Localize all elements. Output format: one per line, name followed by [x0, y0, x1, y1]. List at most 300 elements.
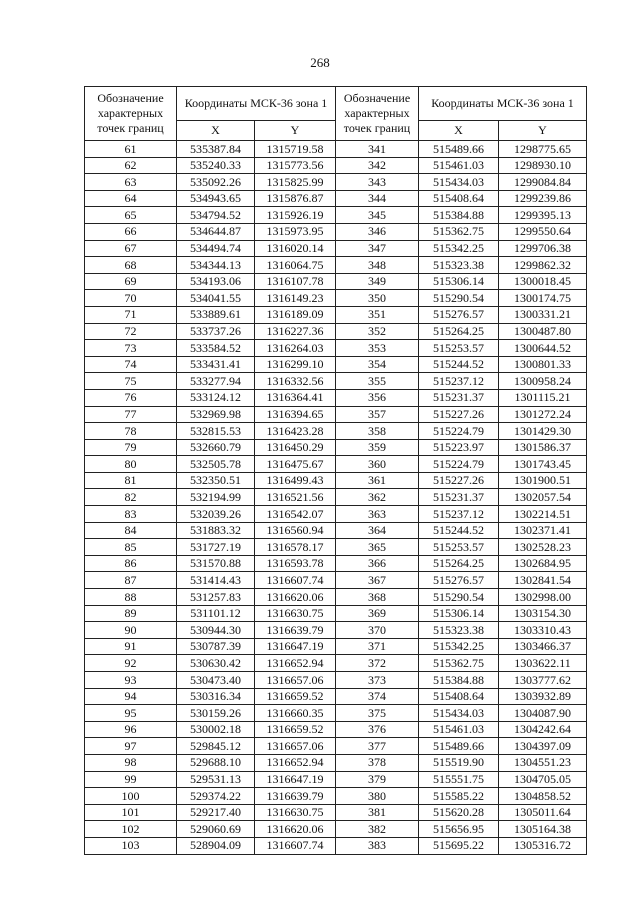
y-coord-right: 1305164.38: [499, 821, 587, 838]
point-id-right: 381: [336, 804, 419, 821]
x-coord-right: 515461.03: [419, 157, 499, 174]
x-coord-right: 515489.66: [419, 738, 499, 755]
y-coord-right: 1299862.32: [499, 257, 587, 274]
y-coord-left: 1315973.95: [255, 223, 336, 240]
y-coord-right: 1303466.37: [499, 638, 587, 655]
x-coord-right: 515253.57: [419, 539, 499, 556]
x-coord-left: 531883.32: [177, 522, 255, 539]
y-coord-right: 1299395.13: [499, 207, 587, 224]
x-coord-left: 530159.26: [177, 705, 255, 722]
x-coord-right: 515306.14: [419, 605, 499, 622]
point-id-right: 363: [336, 506, 419, 523]
x-coord-right: 515276.57: [419, 572, 499, 589]
point-id-left: 97: [85, 738, 177, 755]
y-coord-left: 1316659.52: [255, 688, 336, 705]
table-row: [85, 589, 587, 606]
header-designation-left: Обозначение характерных точек границ: [85, 87, 177, 141]
table-row: [85, 240, 587, 257]
point-id-right: 355: [336, 373, 419, 390]
point-id-right: 373: [336, 672, 419, 689]
point-id-left: 76: [85, 389, 177, 406]
table-row: [85, 456, 587, 473]
y-coord-left: 1316659.52: [255, 721, 336, 738]
table-row: [85, 423, 587, 440]
point-id-left: 81: [85, 472, 177, 489]
x-coord-right: 515323.38: [419, 257, 499, 274]
x-coord-left: 533124.12: [177, 389, 255, 406]
point-id-right: 358: [336, 423, 419, 440]
x-coord-left: 531101.12: [177, 605, 255, 622]
y-coord-left: 1316639.79: [255, 622, 336, 639]
point-id-left: 86: [85, 555, 177, 572]
y-coord-right: 1305011.64: [499, 804, 587, 821]
point-id-left: 77: [85, 406, 177, 423]
point-id-right: 346: [336, 223, 419, 240]
table-row: [85, 157, 587, 174]
point-id-left: 98: [85, 754, 177, 771]
y-coord-right: 1302841.54: [499, 572, 587, 589]
x-coord-right: 515362.75: [419, 223, 499, 240]
table-row: [85, 721, 587, 738]
point-id-left: 100: [85, 788, 177, 805]
point-id-left: 79: [85, 439, 177, 456]
x-coord-right: 515342.25: [419, 240, 499, 257]
table-row: [85, 804, 587, 821]
table-row: [85, 655, 587, 672]
x-coord-left: 531257.83: [177, 589, 255, 606]
point-id-right: 362: [336, 489, 419, 506]
x-coord-left: 530473.40: [177, 672, 255, 689]
x-coord-right: 515551.75: [419, 771, 499, 788]
x-coord-left: 531570.88: [177, 555, 255, 572]
x-coord-right: 515290.54: [419, 290, 499, 307]
y-coord-left: 1316064.75: [255, 257, 336, 274]
y-coord-right: 1300487.80: [499, 323, 587, 340]
y-coord-left: 1316521.56: [255, 489, 336, 506]
x-coord-left: 533277.94: [177, 373, 255, 390]
y-coord-left: 1316020.14: [255, 240, 336, 257]
table-row: [85, 472, 587, 489]
point-id-right: 343: [336, 174, 419, 191]
x-coord-left: 529845.12: [177, 738, 255, 755]
table-row: [85, 389, 587, 406]
y-coord-left: 1315876.87: [255, 190, 336, 207]
point-id-right: 374: [336, 688, 419, 705]
y-coord-left: 1315719.58: [255, 141, 336, 158]
y-coord-left: 1316639.79: [255, 788, 336, 805]
y-coord-left: 1316542.07: [255, 506, 336, 523]
y-coord-left: 1316630.75: [255, 605, 336, 622]
x-coord-left: 529060.69: [177, 821, 255, 838]
point-id-left: 83: [85, 506, 177, 523]
y-coord-left: 1316475.67: [255, 456, 336, 473]
x-coord-left: 532350.51: [177, 472, 255, 489]
point-id-right: 376: [336, 721, 419, 738]
y-coord-right: 1300801.33: [499, 356, 587, 373]
point-id-left: 72: [85, 323, 177, 340]
point-id-right: 375: [336, 705, 419, 722]
y-coord-right: 1304397.09: [499, 738, 587, 755]
y-coord-right: 1301743.45: [499, 456, 587, 473]
point-id-right: 371: [336, 638, 419, 655]
x-coord-right: 515384.88: [419, 672, 499, 689]
header-coords-right: Координаты МСК-36 зона 1: [419, 87, 587, 121]
point-id-left: 73: [85, 340, 177, 357]
x-coord-right: 515264.25: [419, 323, 499, 340]
point-id-left: 103: [85, 837, 177, 854]
x-coord-right: 515224.79: [419, 456, 499, 473]
point-id-right: 353: [336, 340, 419, 357]
point-id-left: 66: [85, 223, 177, 240]
table-row: [85, 555, 587, 572]
point-id-right: 379: [336, 771, 419, 788]
point-id-right: 352: [336, 323, 419, 340]
point-id-left: 93: [85, 672, 177, 689]
x-coord-left: 534644.87: [177, 223, 255, 240]
table-row: [85, 622, 587, 639]
x-coord-right: 515223.97: [419, 439, 499, 456]
y-coord-right: 1303932.89: [499, 688, 587, 705]
point-id-left: 69: [85, 273, 177, 290]
header-y-left: Y: [255, 121, 336, 141]
x-coord-left: 534794.52: [177, 207, 255, 224]
point-id-left: 64: [85, 190, 177, 207]
point-id-right: 383: [336, 837, 419, 854]
table-row: [85, 821, 587, 838]
table-row: [85, 705, 587, 722]
y-coord-right: 1302371.41: [499, 522, 587, 539]
y-coord-left: 1316423.28: [255, 423, 336, 440]
x-coord-right: 515620.28: [419, 804, 499, 821]
y-coord-left: 1316660.35: [255, 705, 336, 722]
x-coord-left: 535092.26: [177, 174, 255, 191]
table-row: [85, 572, 587, 589]
table-row: [85, 738, 587, 755]
table-row: [85, 506, 587, 523]
y-coord-right: 1299706.38: [499, 240, 587, 257]
y-coord-left: 1316607.74: [255, 572, 336, 589]
table-row: [85, 306, 587, 323]
point-id-right: 378: [336, 754, 419, 771]
y-coord-right: 1299239.86: [499, 190, 587, 207]
point-id-right: 344: [336, 190, 419, 207]
x-coord-left: 534344.13: [177, 257, 255, 274]
point-id-right: 366: [336, 555, 419, 572]
x-coord-left: 529531.13: [177, 771, 255, 788]
header-x-right: X: [419, 121, 499, 141]
x-coord-right: 515227.26: [419, 472, 499, 489]
table-row: [85, 539, 587, 556]
y-coord-left: 1315926.19: [255, 207, 336, 224]
y-coord-right: 1304858.52: [499, 788, 587, 805]
point-id-right: 359: [336, 439, 419, 456]
y-coord-right: 1300018.45: [499, 273, 587, 290]
y-coord-left: 1316657.06: [255, 738, 336, 755]
x-coord-right: 515244.52: [419, 356, 499, 373]
table-row: [85, 688, 587, 705]
point-id-left: 70: [85, 290, 177, 307]
point-id-right: 364: [336, 522, 419, 539]
y-coord-right: 1305316.72: [499, 837, 587, 854]
x-coord-right: 515408.64: [419, 688, 499, 705]
point-id-left: 96: [85, 721, 177, 738]
y-coord-right: 1300644.52: [499, 340, 587, 357]
table-row: [85, 141, 587, 158]
x-coord-left: 532039.26: [177, 506, 255, 523]
y-coord-right: 1301429.30: [499, 423, 587, 440]
y-coord-right: 1304705.05: [499, 771, 587, 788]
point-id-right: 380: [336, 788, 419, 805]
x-coord-right: 515227.26: [419, 406, 499, 423]
table-body: [85, 141, 587, 855]
y-coord-right: 1298930.10: [499, 157, 587, 174]
point-id-right: 347: [336, 240, 419, 257]
y-coord-right: 1302684.95: [499, 555, 587, 572]
point-id-left: 89: [85, 605, 177, 622]
point-id-right: 368: [336, 589, 419, 606]
table-row: [85, 672, 587, 689]
y-coord-right: 1301900.51: [499, 472, 587, 489]
x-coord-left: 533889.61: [177, 306, 255, 323]
y-coord-right: 1303154.30: [499, 605, 587, 622]
header-y-right: Y: [499, 121, 587, 141]
point-id-right: 377: [336, 738, 419, 755]
point-id-right: 369: [336, 605, 419, 622]
point-id-right: 345: [336, 207, 419, 224]
point-id-left: 78: [85, 423, 177, 440]
coordinates-table: [84, 86, 587, 855]
y-coord-left: 1316620.06: [255, 589, 336, 606]
x-coord-right: 515519.90: [419, 754, 499, 771]
x-coord-left: 532660.79: [177, 439, 255, 456]
point-id-left: 74: [85, 356, 177, 373]
x-coord-right: 515231.37: [419, 489, 499, 506]
x-coord-left: 531727.19: [177, 539, 255, 556]
y-coord-left: 1315773.56: [255, 157, 336, 174]
x-coord-left: 534041.55: [177, 290, 255, 307]
x-coord-right: 515342.25: [419, 638, 499, 655]
point-id-right: 354: [336, 356, 419, 373]
y-coord-left: 1316499.43: [255, 472, 336, 489]
x-coord-right: 515306.14: [419, 273, 499, 290]
x-coord-left: 532815.53: [177, 423, 255, 440]
x-coord-left: 529688.10: [177, 754, 255, 771]
table-row: [85, 373, 587, 390]
x-coord-left: 532505.78: [177, 456, 255, 473]
y-coord-right: 1301115.21: [499, 389, 587, 406]
point-id-left: 63: [85, 174, 177, 191]
table-row: [85, 754, 587, 771]
point-id-right: 356: [336, 389, 419, 406]
table-row: [85, 223, 587, 240]
y-coord-right: 1298775.65: [499, 141, 587, 158]
point-id-left: 87: [85, 572, 177, 589]
table-row: [85, 340, 587, 357]
y-coord-right: 1300958.24: [499, 373, 587, 390]
point-id-left: 90: [85, 622, 177, 639]
y-coord-right: 1302998.00: [499, 589, 587, 606]
point-id-left: 71: [85, 306, 177, 323]
y-coord-right: 1302057.54: [499, 489, 587, 506]
y-coord-right: 1299550.64: [499, 223, 587, 240]
y-coord-left: 1316299.10: [255, 356, 336, 373]
x-coord-left: 533584.52: [177, 340, 255, 357]
table-row: [85, 605, 587, 622]
point-id-left: 67: [85, 240, 177, 257]
x-coord-right: 515461.03: [419, 721, 499, 738]
x-coord-left: 530002.18: [177, 721, 255, 738]
y-coord-left: 1316227.36: [255, 323, 336, 340]
x-coord-right: 515434.03: [419, 174, 499, 191]
table-row: [85, 257, 587, 274]
y-coord-left: 1315825.99: [255, 174, 336, 191]
point-id-right: 367: [336, 572, 419, 589]
y-coord-right: 1301272.24: [499, 406, 587, 423]
y-coord-right: 1300331.21: [499, 306, 587, 323]
y-coord-left: 1316332.56: [255, 373, 336, 390]
y-coord-left: 1316652.94: [255, 754, 336, 771]
y-coord-right: 1303622.11: [499, 655, 587, 672]
point-id-right: 360: [336, 456, 419, 473]
table-row: [85, 207, 587, 224]
point-id-right: 351: [336, 306, 419, 323]
point-id-right: 341: [336, 141, 419, 158]
table-row: [85, 273, 587, 290]
y-coord-left: 1316578.17: [255, 539, 336, 556]
y-coord-left: 1316620.06: [255, 821, 336, 838]
point-id-right: 350: [336, 290, 419, 307]
table-row: [85, 356, 587, 373]
y-coord-left: 1316647.19: [255, 638, 336, 655]
point-id-left: 88: [85, 589, 177, 606]
y-coord-left: 1316657.06: [255, 672, 336, 689]
table-row: [85, 522, 587, 539]
x-coord-right: 515362.75: [419, 655, 499, 672]
x-coord-right: 515244.52: [419, 522, 499, 539]
point-id-left: 101: [85, 804, 177, 821]
x-coord-right: 515323.38: [419, 622, 499, 639]
point-id-left: 80: [85, 456, 177, 473]
point-id-left: 92: [85, 655, 177, 672]
x-coord-right: 515656.95: [419, 821, 499, 838]
point-id-left: 61: [85, 141, 177, 158]
x-coord-right: 515276.57: [419, 306, 499, 323]
y-coord-right: 1300174.75: [499, 290, 587, 307]
x-coord-right: 515408.64: [419, 190, 499, 207]
x-coord-left: 528904.09: [177, 837, 255, 854]
table-row: [85, 771, 587, 788]
x-coord-left: 535387.84: [177, 141, 255, 158]
y-coord-left: 1316189.09: [255, 306, 336, 323]
y-coord-left: 1316149.23: [255, 290, 336, 307]
x-coord-left: 530316.34: [177, 688, 255, 705]
y-coord-right: 1304087.90: [499, 705, 587, 722]
point-id-right: 357: [336, 406, 419, 423]
header-x-left: X: [177, 121, 255, 141]
page-number: 268: [310, 55, 330, 70]
point-id-left: 84: [85, 522, 177, 539]
point-id-right: 372: [336, 655, 419, 672]
y-coord-left: 1316607.74: [255, 837, 336, 854]
header-designation-right: Обозначение характерных точек границ: [336, 87, 419, 141]
point-id-right: 370: [336, 622, 419, 639]
y-coord-left: 1316630.75: [255, 804, 336, 821]
y-coord-right: 1302528.23: [499, 539, 587, 556]
y-coord-left: 1316394.65: [255, 406, 336, 423]
x-coord-left: 534494.74: [177, 240, 255, 257]
point-id-left: 99: [85, 771, 177, 788]
x-coord-right: 515489.66: [419, 141, 499, 158]
y-coord-right: 1301586.37: [499, 439, 587, 456]
x-coord-left: 531414.43: [177, 572, 255, 589]
x-coord-right: 515264.25: [419, 555, 499, 572]
point-id-left: 91: [85, 638, 177, 655]
x-coord-right: 515224.79: [419, 423, 499, 440]
point-id-right: 349: [336, 273, 419, 290]
y-coord-left: 1316593.78: [255, 555, 336, 572]
x-coord-left: 529374.22: [177, 788, 255, 805]
x-coord-left: 532194.99: [177, 489, 255, 506]
x-coord-left: 533737.26: [177, 323, 255, 340]
y-coord-right: 1299084.84: [499, 174, 587, 191]
y-coord-left: 1316364.41: [255, 389, 336, 406]
y-coord-left: 1316647.19: [255, 771, 336, 788]
table-row: [85, 290, 587, 307]
table-row: [85, 837, 587, 854]
y-coord-left: 1316560.94: [255, 522, 336, 539]
x-coord-right: 515585.22: [419, 788, 499, 805]
x-coord-left: 532969.98: [177, 406, 255, 423]
y-coord-left: 1316450.29: [255, 439, 336, 456]
y-coord-left: 1316652.94: [255, 655, 336, 672]
x-coord-left: 535240.33: [177, 157, 255, 174]
x-coord-left: 530630.42: [177, 655, 255, 672]
x-coord-left: 530944.30: [177, 622, 255, 639]
table-row: [85, 439, 587, 456]
table-row: [85, 489, 587, 506]
x-coord-right: 515290.54: [419, 589, 499, 606]
table-row: [85, 638, 587, 655]
point-id-left: 62: [85, 157, 177, 174]
point-id-right: 365: [336, 539, 419, 556]
point-id-right: 348: [336, 257, 419, 274]
x-coord-left: 534943.65: [177, 190, 255, 207]
table-row: [85, 323, 587, 340]
y-coord-right: 1303777.62: [499, 672, 587, 689]
point-id-right: 382: [336, 821, 419, 838]
point-id-left: 85: [85, 539, 177, 556]
point-id-right: 361: [336, 472, 419, 489]
table-row: [85, 190, 587, 207]
point-id-left: 75: [85, 373, 177, 390]
point-id-left: 68: [85, 257, 177, 274]
x-coord-right: 515695.22: [419, 837, 499, 854]
y-coord-left: 1316107.78: [255, 273, 336, 290]
x-coord-right: 515231.37: [419, 389, 499, 406]
x-coord-right: 515237.12: [419, 506, 499, 523]
point-id-left: 82: [85, 489, 177, 506]
y-coord-right: 1303310.43: [499, 622, 587, 639]
table-row: [85, 788, 587, 805]
x-coord-right: 515434.03: [419, 705, 499, 722]
table-row: [85, 174, 587, 191]
x-coord-left: 534193.06: [177, 273, 255, 290]
y-coord-right: 1304242.64: [499, 721, 587, 738]
x-coord-right: 515253.57: [419, 340, 499, 357]
point-id-left: 102: [85, 821, 177, 838]
table-row: [85, 406, 587, 423]
y-coord-left: 1316264.03: [255, 340, 336, 357]
